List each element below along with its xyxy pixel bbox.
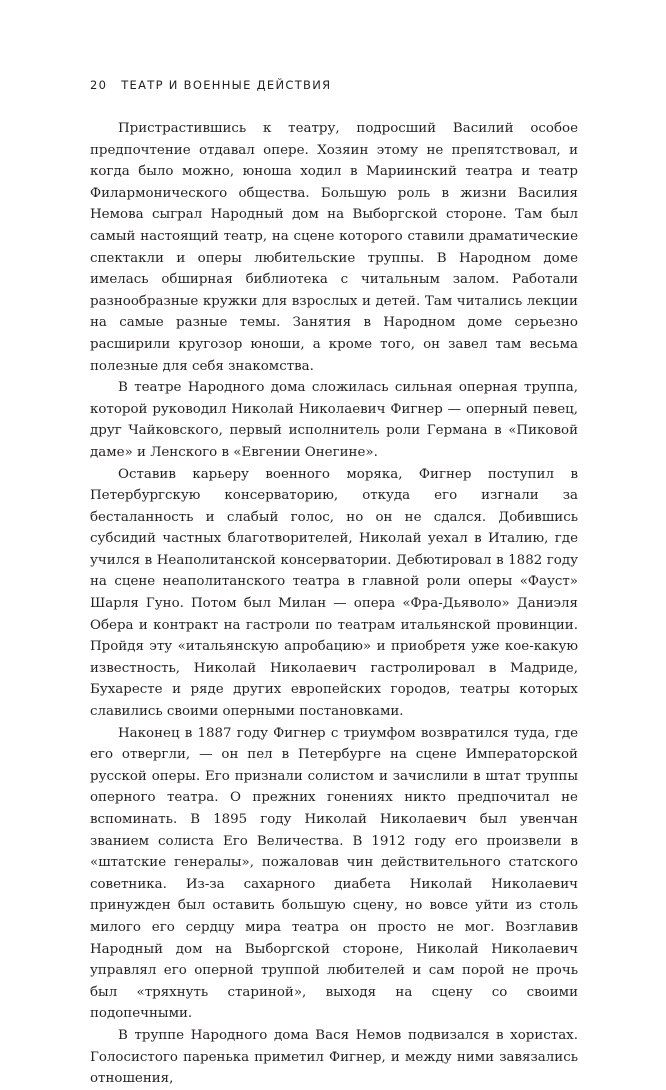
running-head: [90, 77, 580, 93]
paragraph-2: В театре Народного дома сложилась сильная оперная труппа, которой руководил Николай Николаевич Фигнер — оперный певец, друг Чайковского, первый исполнитель роли Германа в «Пиковой даме» и Ленского в «Евгении Онегине».: [90, 380, 578, 460]
paragraph-1: Пристрастившись к театру, подросший Василий особое предпочтение отдавал опере. Хозяин этому не препятствовал, и когда было можно, юноша ходил в Мариинский театра и театр Филармонического общества. Большую роль в жизни Василия Немова сыграл Народный дом на Выборгской стороне. Там был самый настоящий театр, на сцене которого ставили драматические спектакли и оперы любительские труппы. В Народном доме имелась обширная библиотека с читальным залом. Работали разнообразные кружки для взрослых и детей. Там читались лекции на самые разные темы. Занятия в Народном доме серьезно расширили кругозор юноши, а кроме того, он завел там весьма полезные для себя знакомства.: [90, 121, 578, 374]
paragraph-4: Наконец в 1887 году Фигнер с триумфом возвратился туда, где его отвергли, — он пел в Петербурге на сцене Императорской русской оперы. Его признали солистом и зачислили в штат труппы оперного театра. О прежних гонениях никто предпочитал не вспоминать. В 1895 году Николай Николаевич был увенчан званием солиста Его Величества. В 1912 году его произвели в «штатские генералы», пожаловав чин действительного статского советника. Из-за сахарного диабета Николай Николаевич принужден был оставить большую сцену, но вовсе уйти из столь милого его сердцу мира театра он просто не мог. Возглавив Народный дом на Выборгской стороне, Николай Николаевич управлял его оперной труппой любителей и сам порой не прочь был «тряхнуть стариной», выходя на сцену со своими подопечными.: [90, 725, 578, 1022]
page-number: 20: [90, 78, 108, 92]
section-title: ТЕАТР И ВОЕННЫЕ ДЕЙСТВИЯ: [121, 78, 332, 92]
paragraph-3: Оставив карьеру военного моряка, Фигнер поступил в Петербургскую консерваторию, откуда его изгнали за бесталанность и слабый голос, но он не сдался. Добившись субсидий частных благотворителей, Николай уехал в Италию, где учился в Неаполитанской консерватории. Дебютировал в 1882 году на сцене неаполитанского театра в главной роли оперы «Фауст» Шарля Гуно. Потом был Милан — опера «Фра-Дьяволо» Даниэля Обера и контракт на гастроли по театрам итальянской провинции. Пройдя эту «итальянскую апробацию» и приобретя уже кое-какую известность, Николай Николаевич гастролировал в Мадриде, Бухаресте и ряде других европейских городов, театры которых славились своими оперными постановками.: [90, 466, 578, 720]
paragraph-5: В труппе Народного дома Вася Немов подвизался в хористах. Голосистого паренька приметил Фигнер, и между ними завязались отношения,: [90, 1027, 578, 1087]
body-text: [90, 118, 578, 1090]
